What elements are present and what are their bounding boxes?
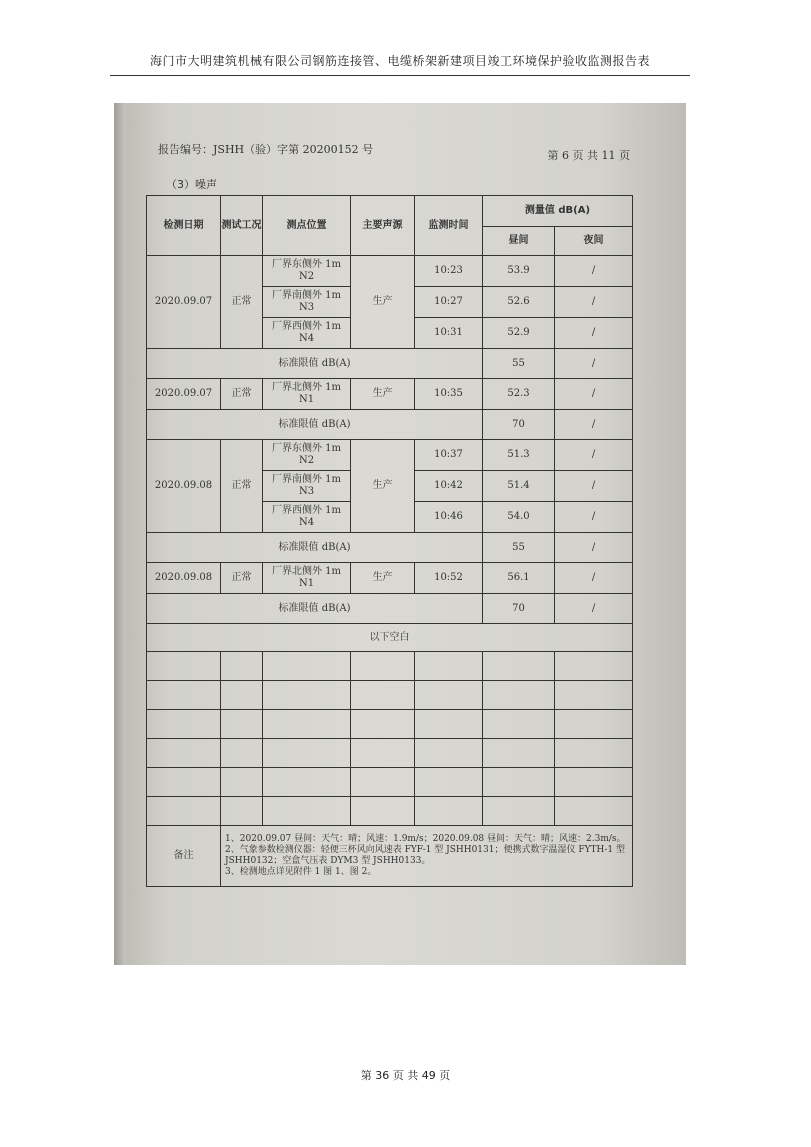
empty-row [147, 797, 633, 826]
empty-row [147, 652, 633, 681]
limit-night-cell: / [555, 349, 633, 379]
time-cell: 10:37 [415, 440, 483, 471]
date-cell: 2020.09.07 [147, 256, 221, 349]
notes-content-cell [221, 826, 633, 887]
limit-row [147, 533, 633, 563]
header-source: 主要声源 [351, 196, 415, 256]
blank-marker-cell: 以下空白 [147, 624, 633, 652]
time-cell: 10:52 [415, 563, 483, 594]
empty-row [147, 739, 633, 768]
table-row [147, 256, 633, 287]
location-cell: 厂界东侧外 1m N2 [263, 440, 351, 471]
location-cell: 厂界北侧外 1m N1 [263, 563, 351, 594]
night-value-cell: / [555, 318, 633, 349]
header-condition: 测试工况 [221, 196, 263, 256]
header-time: 监测时间 [415, 196, 483, 256]
time-cell: 10:35 [415, 379, 483, 410]
limit-label-cell: 标准限值 dB(A) [147, 349, 483, 379]
notes-label-cell: 备注 [147, 826, 221, 887]
date-cell: 2020.09.08 [147, 563, 221, 594]
day-value-cell: 52.3 [483, 379, 555, 410]
report-number: 报告编号：JSHH（验）字第 20200152 号 [158, 143, 374, 156]
limit-day-cell: 70 [483, 410, 555, 440]
day-value-cell: 54.0 [483, 502, 555, 533]
night-value-cell: / [555, 502, 633, 533]
table-row [147, 440, 633, 471]
location-cell: 厂界东侧外 1m N2 [263, 256, 351, 287]
location-cell: 厂界西侧外 1m N4 [263, 318, 351, 349]
night-value-cell: / [555, 440, 633, 471]
blank-marker-row [147, 624, 633, 652]
note-line: 3、检测地点详见附件 1 图 1、图 2。 [225, 867, 377, 877]
page-footer: 第 36 页 共 49 页 [360, 1069, 451, 1082]
notes-row [147, 826, 633, 887]
limit-night-cell: / [555, 533, 633, 563]
limit-day-cell: 55 [483, 533, 555, 563]
date-cell: 2020.09.08 [147, 440, 221, 533]
header-location: 测点位置 [263, 196, 351, 256]
empty-row [147, 768, 633, 797]
limit-label-cell: 标准限值 dB(A) [147, 410, 483, 440]
empty-row [147, 710, 633, 739]
night-value-cell: / [555, 563, 633, 594]
limit-day-cell: 55 [483, 349, 555, 379]
scan-shadow [114, 103, 126, 965]
time-cell: 10:31 [415, 318, 483, 349]
limit-row [147, 349, 633, 379]
time-cell: 10:23 [415, 256, 483, 287]
header-measured: 测量值 dB(A) [483, 196, 633, 227]
day-value-cell: 52.6 [483, 287, 555, 318]
header-date: 检测日期 [147, 196, 221, 256]
condition-cell: 正常 [221, 563, 263, 594]
date-cell: 2020.09.07 [147, 379, 221, 410]
day-value-cell: 53.9 [483, 256, 555, 287]
night-value-cell: / [555, 471, 633, 502]
condition-cell: 正常 [221, 256, 263, 349]
limit-day-cell: 70 [483, 594, 555, 624]
section-title: （3）噪声 [166, 178, 217, 191]
scanned-report-photo [114, 103, 686, 965]
day-value-cell: 52.9 [483, 318, 555, 349]
night-value-cell: / [555, 379, 633, 410]
condition-cell: 正常 [221, 379, 263, 410]
source-cell: 生产 [351, 379, 415, 410]
time-cell: 10:27 [415, 287, 483, 318]
header-day: 昼间 [483, 227, 555, 256]
document-header: 海门市大明建筑机械有限公司钢筋连接管、电缆桥架新建项目竣工环境保护验收监测报告表 [110, 52, 690, 76]
time-cell: 10:42 [415, 471, 483, 502]
table-row [147, 563, 633, 594]
day-value-cell: 56.1 [483, 563, 555, 594]
night-value-cell: / [555, 287, 633, 318]
location-cell: 厂界北侧外 1m N1 [263, 379, 351, 410]
note-line: 2、气象参数检测仪器：轻便三杯风向风速表 FYF-1 型 JSHH0131；便携式数字温湿仪 FYTH-1 型 JSHH0132；空盒气压表 DYM3 型 JSHH0133。 [225, 845, 626, 866]
source-cell: 生产 [351, 563, 415, 594]
limit-label-cell: 标准限值 dB(A) [147, 533, 483, 563]
limit-label-cell: 标准限值 dB(A) [147, 594, 483, 624]
table-row [147, 379, 633, 410]
limit-night-cell: / [555, 410, 633, 440]
time-cell: 10:46 [415, 502, 483, 533]
limit-night-cell: / [555, 594, 633, 624]
noise-table [146, 195, 633, 887]
night-value-cell: / [555, 256, 633, 287]
report-page-indicator: 第 6 页 共 11 页 [547, 149, 630, 162]
limit-row [147, 594, 633, 624]
condition-cell: 正常 [221, 440, 263, 533]
day-value-cell: 51.3 [483, 440, 555, 471]
location-cell: 厂界西侧外 1m N4 [263, 502, 351, 533]
header-night: 夜间 [555, 227, 633, 256]
location-cell: 厂界南侧外 1m N3 [263, 287, 351, 318]
location-cell: 厂界南侧外 1m N3 [263, 471, 351, 502]
day-value-cell: 51.4 [483, 471, 555, 502]
source-cell: 生产 [351, 440, 415, 533]
empty-row [147, 681, 633, 710]
limit-row [147, 410, 633, 440]
source-cell: 生产 [351, 256, 415, 349]
note-line: 1、2020.09.07 昼间：天气：晴；风速：1.9m/s；2020.09.08 昼间：天气：晴；风速：2.3m/s。 [225, 834, 626, 844]
